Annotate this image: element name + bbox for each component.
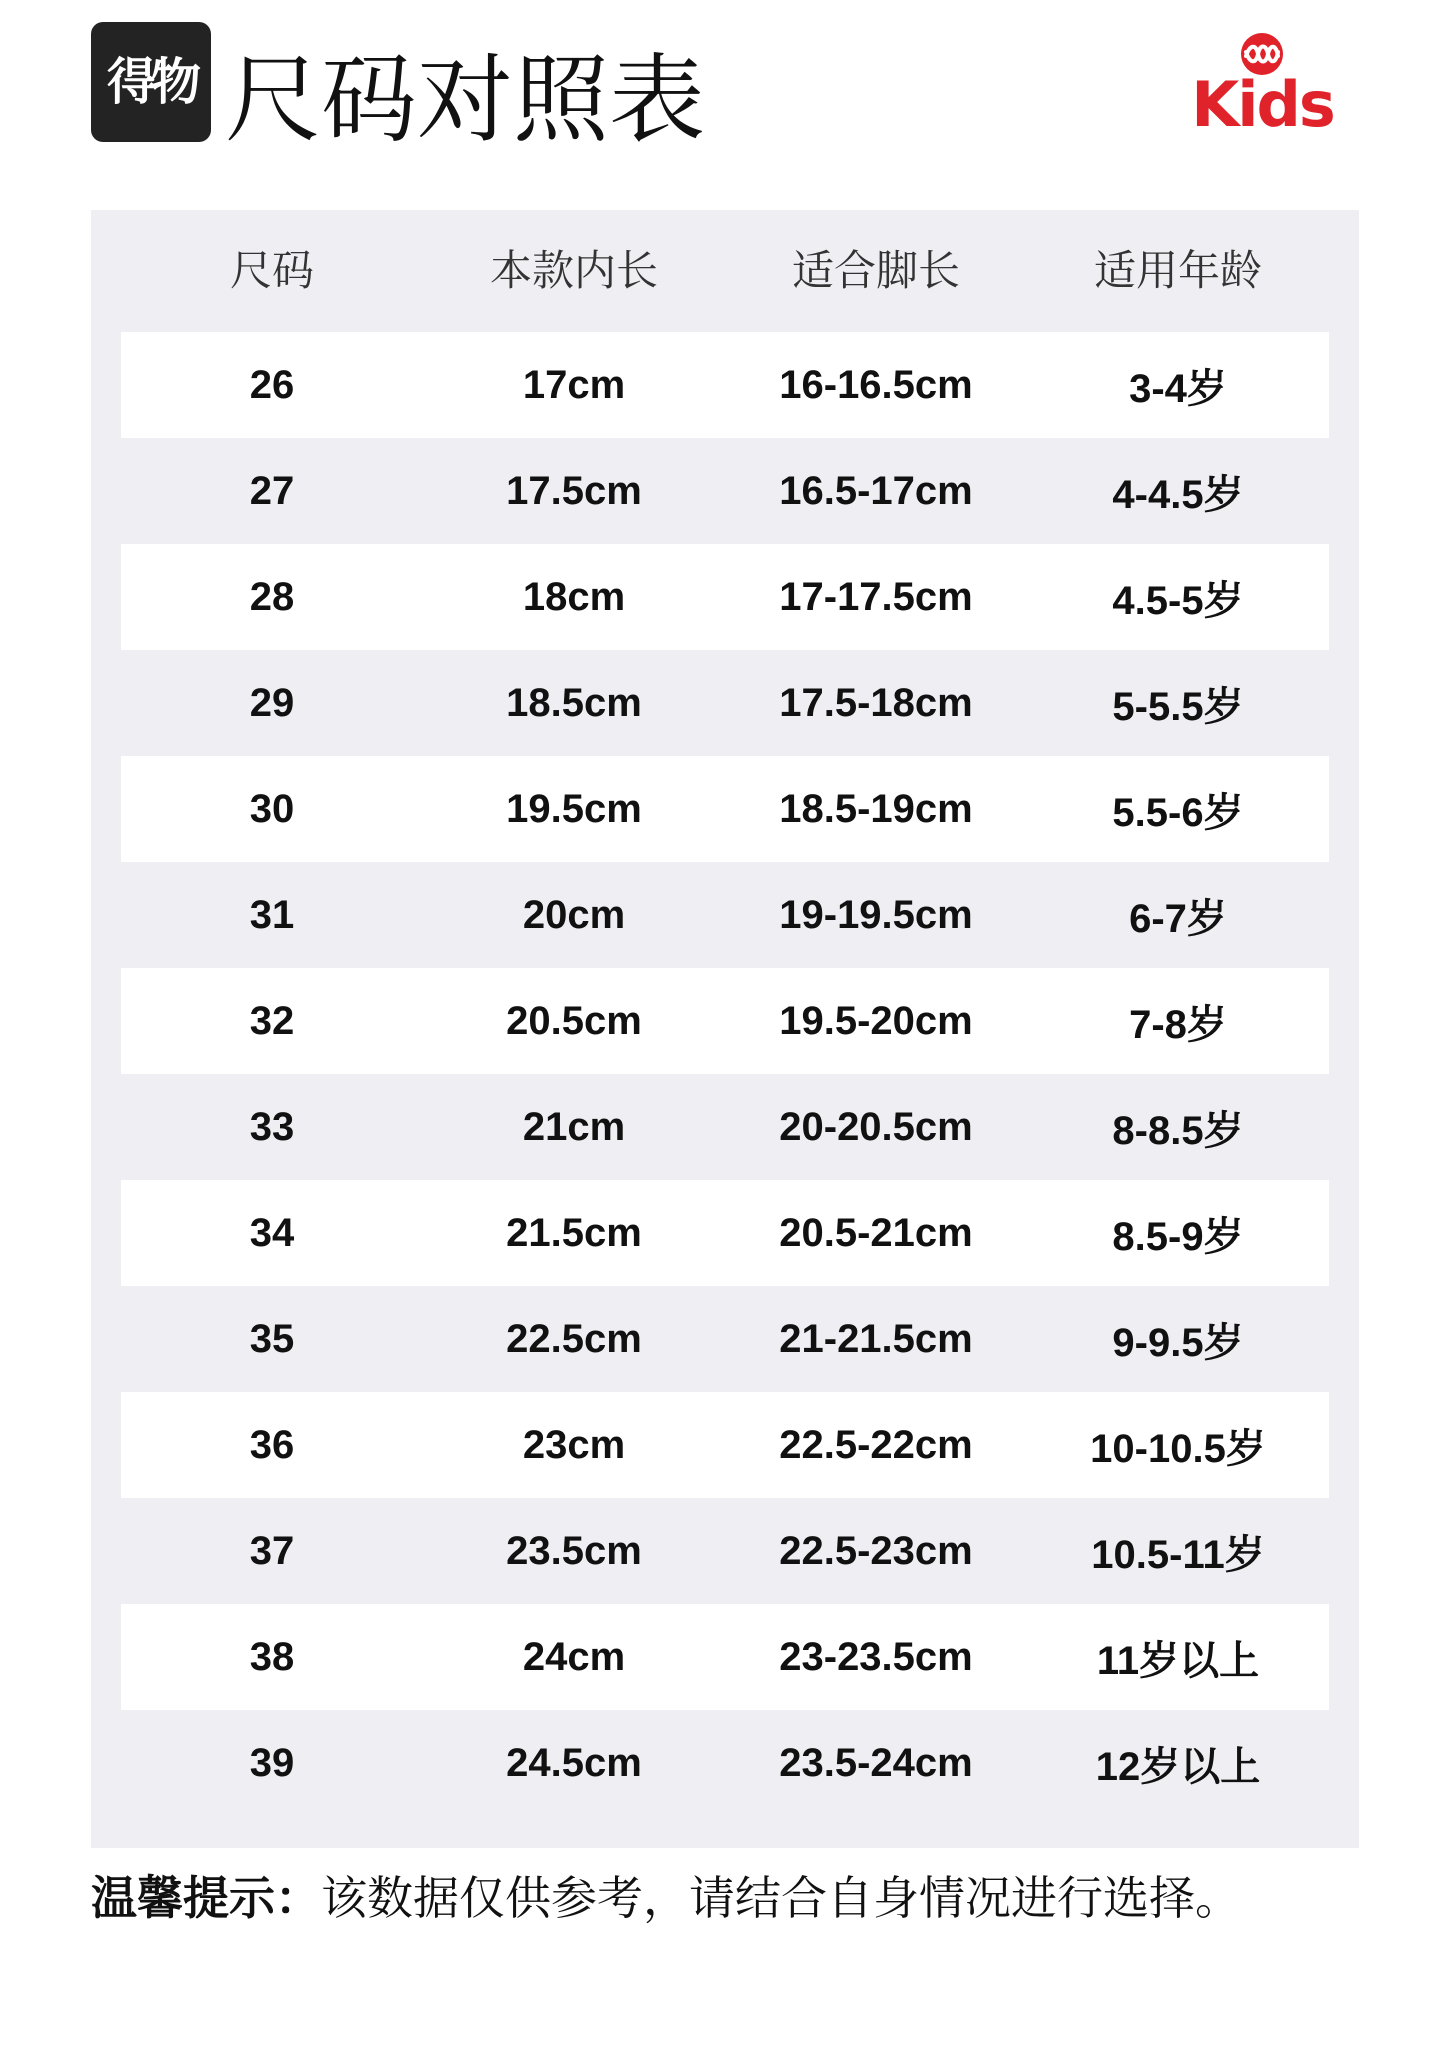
- cell-age: 5.5-6岁: [1112, 790, 1244, 835]
- cell-age: 12岁以上: [1095, 1744, 1261, 1789]
- cell-foot-length: 16.5-17cm: [779, 468, 973, 513]
- cell-age: 4-4.5岁: [1112, 472, 1244, 517]
- cell-inner-length: 23cm: [522, 1422, 626, 1467]
- cell-inner-length: 18cm: [522, 574, 626, 619]
- cell-size: 32: [249, 998, 295, 1043]
- cell-foot-length: 17-17.5cm: [779, 574, 973, 619]
- table-row: [121, 544, 1329, 650]
- cell-size: 38: [249, 1634, 295, 1679]
- cell-foot-length: 19.5-20cm: [779, 998, 973, 1043]
- cell-inner-length: 17cm: [522, 362, 626, 407]
- cell-inner-length: 17.5cm: [506, 468, 642, 513]
- table-body: [121, 332, 1329, 1816]
- cell-foot-length: 20-20.5cm: [779, 1104, 973, 1149]
- cell-age: 7-8岁: [1129, 1002, 1227, 1047]
- size-chart-table: [91, 210, 1359, 1848]
- tip-text: 该数据仅供参考，请结合自身情况进行选择。: [321, 1871, 1241, 1925]
- cell-size: 30: [249, 786, 295, 831]
- cell-age: 10.5-11岁: [1091, 1532, 1265, 1577]
- page-title: 尺码对照表: [225, 44, 705, 156]
- cell-foot-length: 23.5-24cm: [779, 1740, 973, 1785]
- cell-size: 35: [249, 1316, 295, 1361]
- cell-age: 6-7岁: [1129, 896, 1227, 941]
- cell-inner-length: 24cm: [522, 1634, 626, 1679]
- column-header-age: 适用年龄: [1093, 246, 1262, 295]
- cell-inner-length: 21cm: [522, 1104, 626, 1149]
- cell-age: 3-4岁: [1129, 366, 1227, 411]
- table-row: [121, 650, 1329, 756]
- table-row: [121, 1286, 1329, 1392]
- brand-logo-badge: 得物: [91, 22, 211, 142]
- cell-foot-length: 22.5-22cm: [779, 1422, 973, 1467]
- table-row: [121, 1074, 1329, 1180]
- cell-foot-length: 18.5-19cm: [779, 786, 973, 831]
- logo-text: Kids: [1191, 68, 1334, 141]
- cell-foot-length: 16-16.5cm: [779, 362, 973, 407]
- table-header: [121, 210, 1329, 332]
- table-row: [121, 756, 1329, 862]
- cell-inner-length: 18.5cm: [506, 680, 642, 725]
- cell-size: 29: [249, 680, 295, 725]
- table-row: [121, 1710, 1329, 1816]
- cell-foot-length: 22.5-23cm: [779, 1528, 973, 1573]
- cell-size: 28: [249, 574, 295, 619]
- cell-age: 9-9.5岁: [1112, 1320, 1244, 1365]
- footer-tip: [91, 1862, 1241, 1934]
- cell-inner-length: 21.5cm: [506, 1210, 642, 1255]
- cell-size: 31: [249, 892, 295, 937]
- cell-size: 36: [249, 1422, 295, 1467]
- cell-inner-length: 23.5cm: [506, 1528, 642, 1573]
- tip-label: 温馨提示：: [91, 1871, 321, 1925]
- cell-size: 27: [249, 468, 295, 513]
- cell-age: 8.5-9岁: [1112, 1214, 1244, 1259]
- cell-foot-length: 17.5-18cm: [779, 680, 973, 725]
- cell-inner-length: 24.5cm: [506, 1740, 642, 1785]
- table-row: [121, 332, 1329, 438]
- column-header-inner-length: 本款内长: [489, 246, 658, 295]
- cell-size: 39: [249, 1740, 295, 1785]
- table-row: [121, 968, 1329, 1074]
- cell-age: 10-10.5岁: [1090, 1426, 1266, 1471]
- cell-inner-length: 22.5cm: [506, 1316, 642, 1361]
- table-row: [121, 1604, 1329, 1710]
- column-header-size: 尺码: [229, 246, 314, 295]
- cell-foot-length: 20.5-21cm: [779, 1210, 973, 1255]
- cell-size: 33: [249, 1104, 295, 1149]
- cell-inner-length: 20.5cm: [506, 998, 642, 1043]
- table-row: [121, 438, 1329, 544]
- table-row: [121, 862, 1329, 968]
- table-row: [121, 1498, 1329, 1604]
- cell-age: 4.5-5岁: [1112, 578, 1244, 623]
- column-header-foot-length: 适合脚长: [791, 246, 960, 295]
- cell-inner-length: 19.5cm: [506, 786, 642, 831]
- cell-age: 5-5.5岁: [1112, 684, 1244, 729]
- cell-foot-length: 19-19.5cm: [779, 892, 973, 937]
- cell-age: 11岁以上: [1096, 1638, 1260, 1683]
- cell-size: 37: [249, 1528, 295, 1573]
- cell-inner-length: 20cm: [522, 892, 626, 937]
- abc-kids-logo: [1190, 30, 1335, 140]
- cell-age: 8-8.5岁: [1112, 1108, 1244, 1153]
- cell-foot-length: 23-23.5cm: [779, 1634, 973, 1679]
- cell-size: 26: [249, 362, 295, 407]
- cell-foot-length: 21-21.5cm: [779, 1316, 973, 1361]
- cell-size: 34: [249, 1210, 295, 1255]
- table-row: [121, 1392, 1329, 1498]
- table-row: [121, 1180, 1329, 1286]
